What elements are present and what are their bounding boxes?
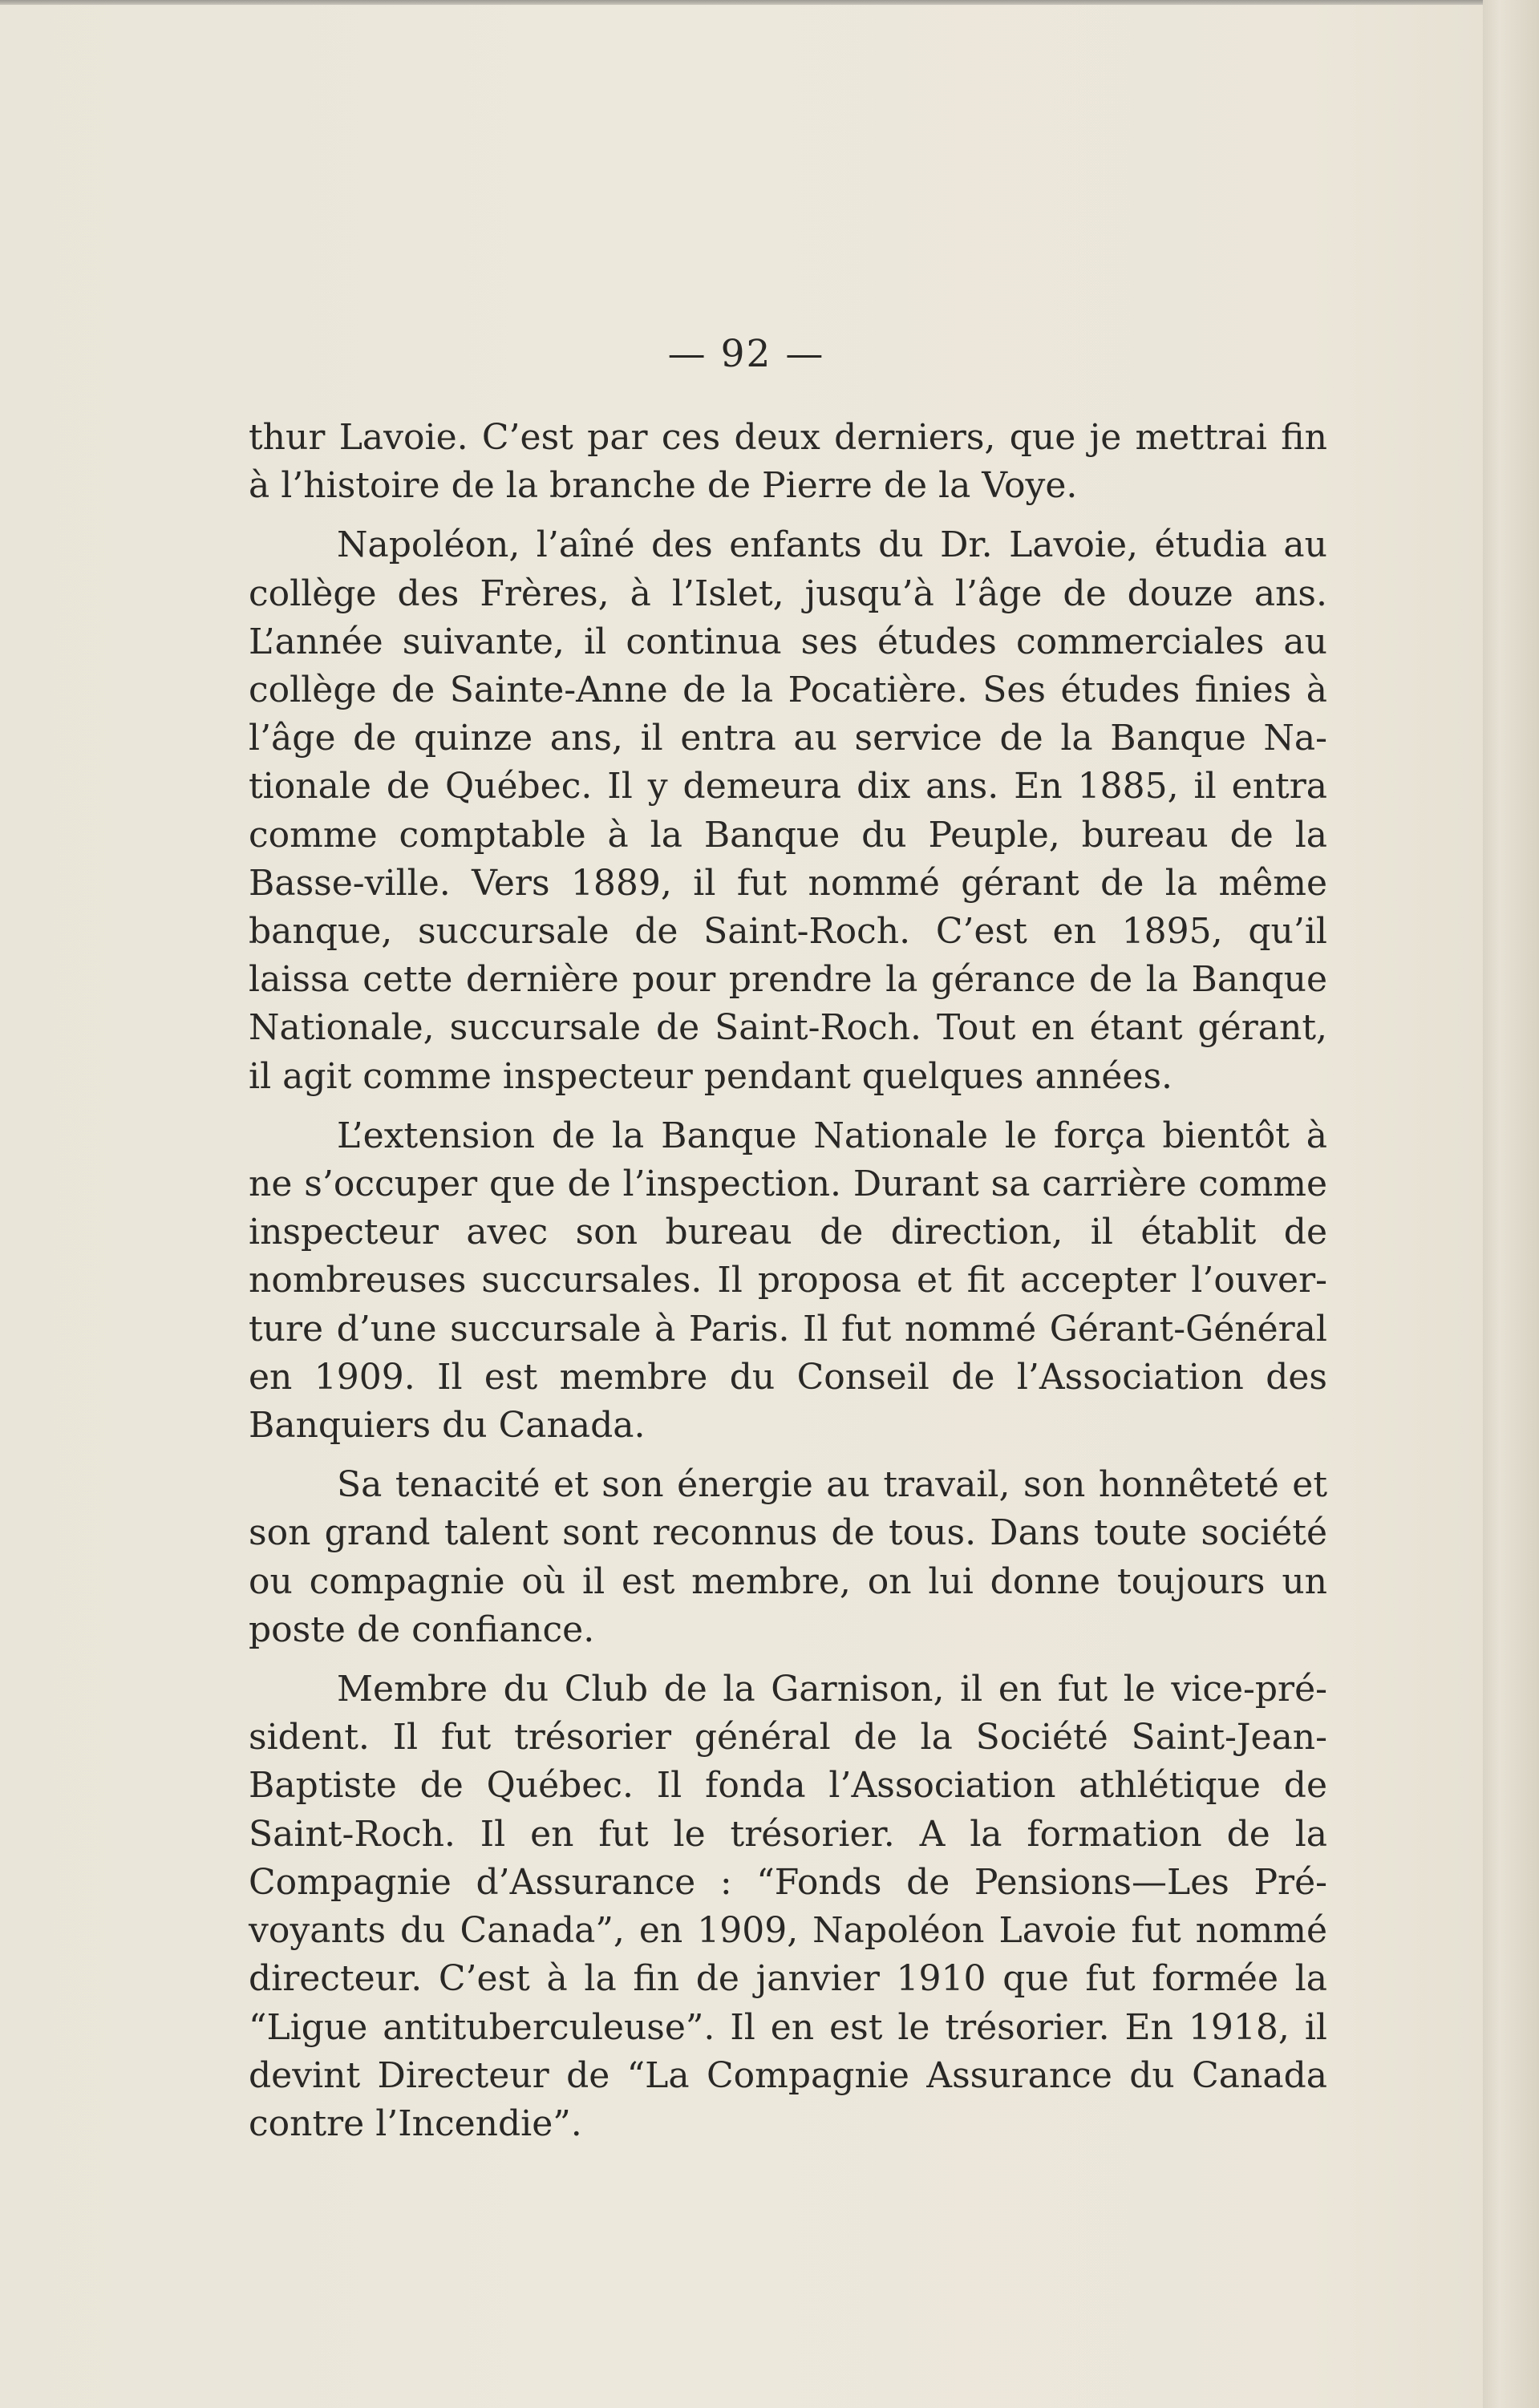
paragraph-napoleon-career: Napoléon, l’aîné des enfants du Dr. Lavoie, étudia au collège des Frères, à l’Islet, jusqu’à l’âge de douze ans. L’année suivante, il continua ses études commerciales au collège de Sainte-Anne de la Pocatière. Ses études finies à l’âge de quinze ans, il entra au service de la Banque Nationale de Québec. Il y demeura dix ans. En 1885, il entra comme comptable à la Banque du Peuple, bureau de la Basse-ville. Vers 1889, il fut nommé gérant de la même banque, succursale de Saint-Roch. C’est en 1895, qu’il laissa cette dernière pour prendre la gérance de la Banque Nationale, succursale de Saint-Roch. Tout en étant gérant, il agit comme inspecteur pendant quelques années. — [249, 524, 1327, 1097]
paragraph-inspection: L’extension de la Banque Nationale le força bientôt à ne s’occuper que de l’inspection. Durant sa carrière comme inspecteur avec son bureau de direction, il établit de nombreuses succursales. Il proposa et fit accepter l’ouverture d’une succursale à Paris. Il fut nommé Gérant-Général en 1909. Il est membre du Conseil de l’Association des Banquiers du Canada. — [249, 1115, 1327, 1447]
paragraph-memberships: Membre du Club de la Garnison, il en fut le vice-président. Il fut trésorier général de la Société Saint-Jean-Baptiste de Québec. Il fonda l’Association athlétique de Saint-Roch. Il en fut le trésorier. A la formation de la Compagnie d’Assurance : “Fonds de Pensions—Les Prévoyants du Canada”, en 1909, Napoléon Lavoie fut nommé directeur. C’est à la fin de janvier 1910 que fut formée la “Ligue antituberculeuse”. Il en est le trésorier. En 1918, il devint Directeur de “La Compagnie Assurance du Canada contre l’Incendie”. — [249, 1669, 1327, 2144]
body-text — [249, 414, 1327, 2148]
page-top-edge — [0, 0, 1492, 5]
paragraph-continuation: thur Lavoie. C’est par ces deux derniers, que je mettrai fin à l’histoire de la branche de Pierre de la Voye. — [249, 417, 1327, 507]
paragraph-character: Sa tenacité et son énergie au travail, son honnêteté et son grand talent sont reconnus de tous. Dans toute société ou compagnie où il est membre, on lui donne toujours un poste de confiance. — [249, 1464, 1327, 1650]
page-number: — 92 — — [667, 332, 825, 376]
